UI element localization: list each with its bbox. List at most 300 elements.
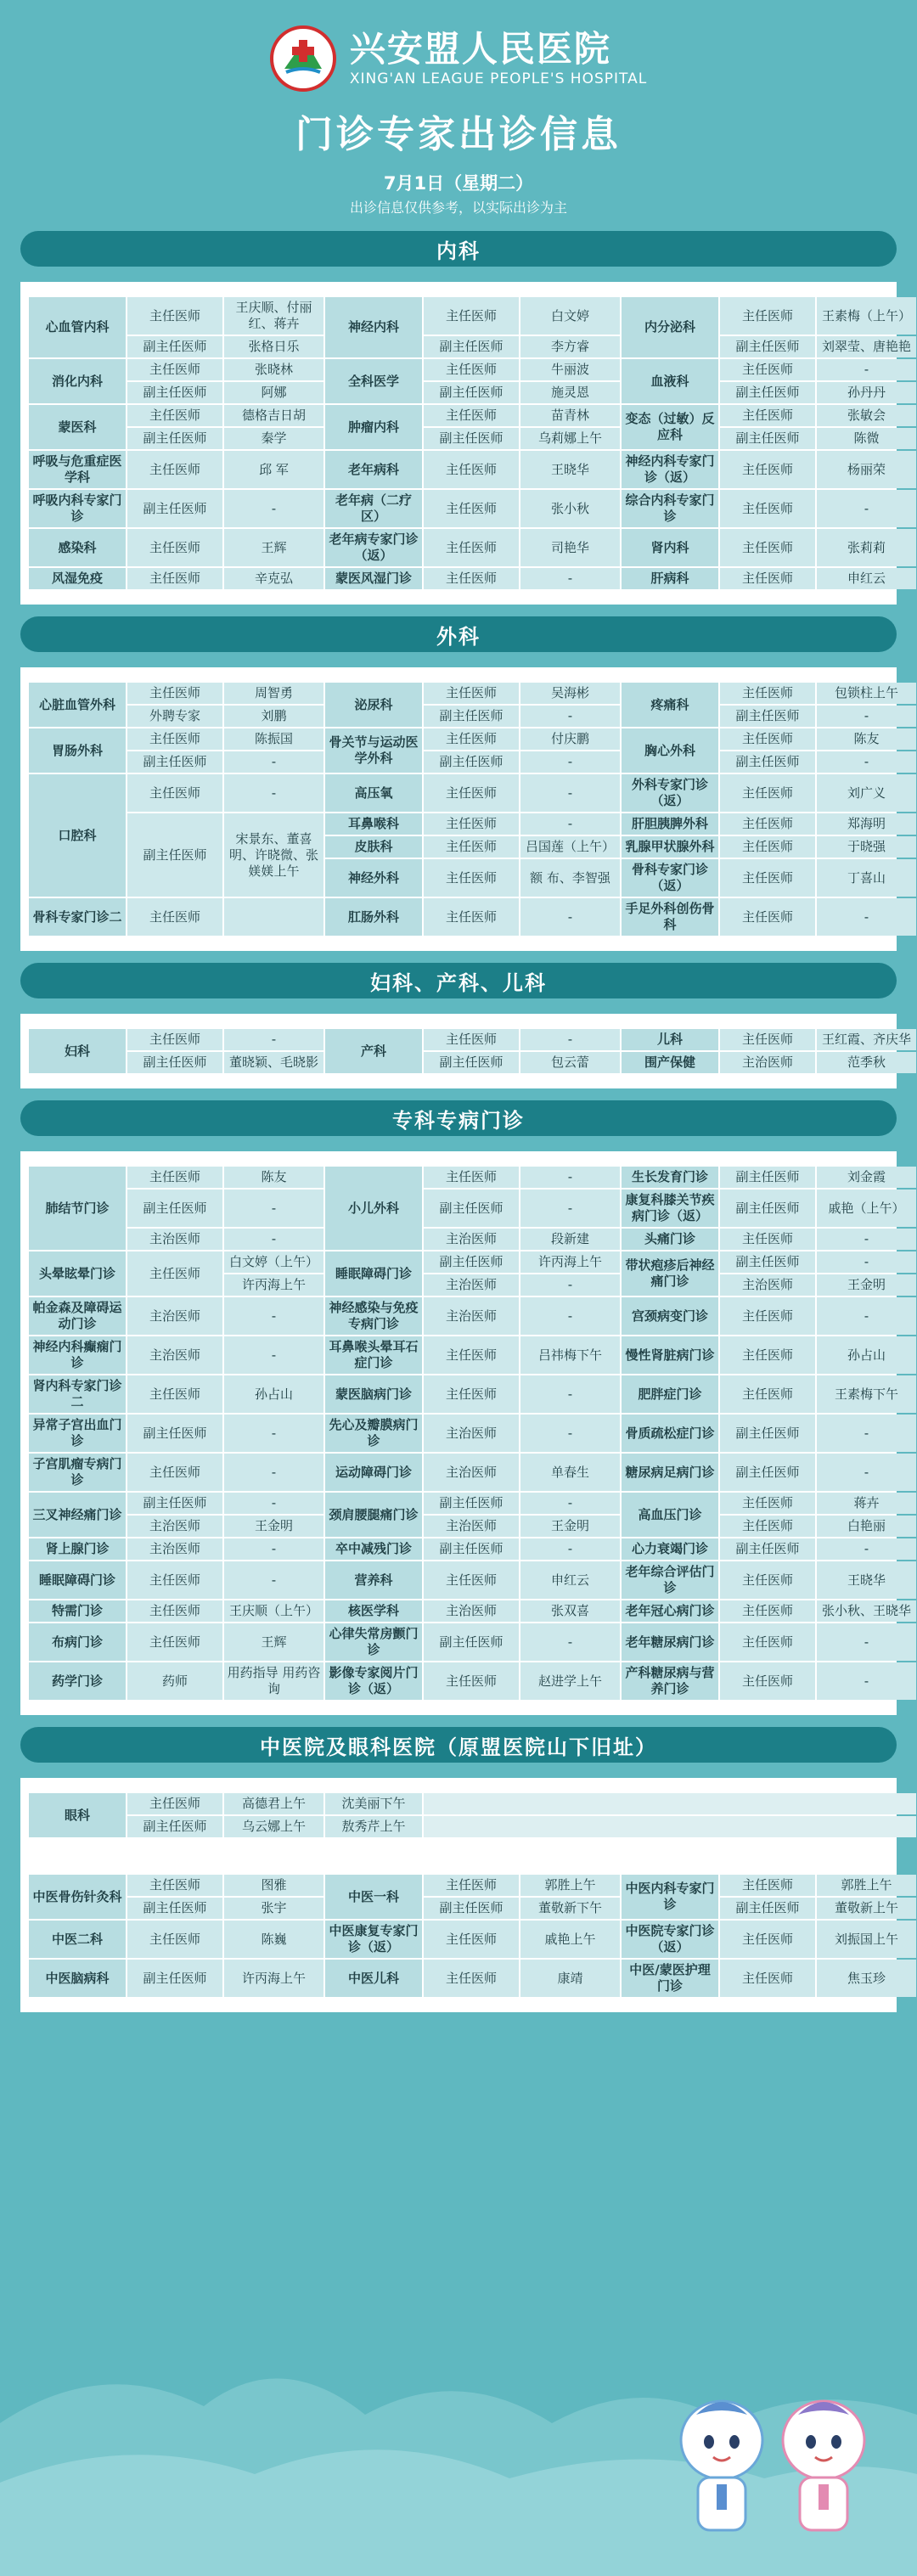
schedule-cell: 主治医师	[127, 1229, 222, 1250]
schedule-cell: 主任医师	[720, 1297, 815, 1335]
schedule-cell: -	[224, 490, 323, 527]
schedule-cell: 主任医师	[424, 898, 519, 936]
schedule-cell: 施灵恩	[520, 382, 620, 403]
schedule-cell: -	[817, 751, 916, 773]
schedule-cell	[224, 898, 323, 936]
department-cell: 营养科	[325, 1561, 422, 1599]
schedule-cell: 主任医师	[424, 405, 519, 426]
table-row	[29, 1454, 916, 1491]
schedule-cell: -	[224, 774, 323, 812]
schedule-cell: 王晓华	[817, 1561, 916, 1599]
schedule-cell: 于晓强	[817, 836, 916, 858]
department-cell: 高压氧	[325, 774, 422, 812]
schedule-cell: 图雅	[224, 1875, 323, 1896]
department-cell: 全科医学	[325, 359, 422, 403]
schedule-cell: 王金明	[520, 1516, 620, 1537]
department-cell: 颈肩腰腿痛门诊	[325, 1493, 422, 1537]
table-spacer	[27, 1839, 890, 1873]
schedule-cell: -	[520, 1274, 620, 1296]
schedule-cell: 陈巍	[224, 1921, 323, 1958]
department-cell: 肝病科	[622, 568, 718, 589]
schedule-cell: 主任医师	[720, 683, 815, 704]
table-row	[29, 728, 916, 750]
schedule-table	[27, 1027, 917, 1075]
schedule-cell: 主任医师	[720, 490, 815, 527]
table-row	[29, 1167, 916, 1188]
department-cell: 三叉神经痛门诊	[29, 1493, 126, 1537]
schedule-cell: 阿娜	[224, 382, 323, 403]
schedule-cell: 主任医师	[127, 1029, 222, 1050]
schedule-cell: 主治医师	[720, 1274, 815, 1296]
schedule-cell: 主任医师	[127, 774, 222, 812]
schedule-cell: 主任医师	[127, 451, 222, 488]
schedule-cell: 副主任医师	[424, 1898, 519, 1919]
table-row	[29, 1921, 916, 1958]
schedule-cell: 周智勇	[224, 683, 323, 704]
schedule-cell: 刘广义	[817, 774, 916, 812]
schedule-note: 出诊信息仅供参考，以实际出诊为主	[349, 200, 567, 216]
schedule-cell: 张宇	[224, 1898, 323, 1919]
department-cell: 小儿外科	[325, 1167, 422, 1250]
department-cell: 疼痛科	[622, 683, 718, 727]
department-cell: 糖尿病足病门诊	[622, 1454, 718, 1491]
schedule-cell: 主任医师	[127, 1921, 222, 1958]
department-cell: 异常子宫出血门诊	[29, 1415, 126, 1452]
table-row	[29, 1960, 916, 1997]
page-header	[0, 0, 917, 229]
schedule-cell: 主任医师	[720, 1662, 815, 1700]
schedule-cell: 陈微	[817, 428, 916, 449]
schedule-cell: 主任医师	[127, 405, 222, 426]
schedule-cell: 主任医师	[127, 529, 222, 566]
schedule-cell: 副主任医师	[127, 1415, 222, 1452]
schedule-cell: 副主任医师	[424, 706, 519, 727]
schedule-cell: 刘金霞	[817, 1167, 916, 1188]
schedule-cell: 司艳华	[520, 529, 620, 566]
schedule-cell: 牛丽波	[520, 359, 620, 380]
department-cell: 老年病专家门诊（返）	[325, 529, 422, 566]
table-row	[29, 751, 916, 773]
schedule-cell: -	[520, 1297, 620, 1335]
schedule-cell: 申红云	[817, 568, 916, 589]
schedule-cell: -	[520, 813, 620, 835]
schedule-cell: 主任医师	[424, 568, 519, 589]
schedule-table	[27, 1873, 917, 1999]
schedule-cell: 董晓颖、毛晓影	[224, 1052, 323, 1073]
department-cell: 睡眠障碍门诊	[325, 1251, 422, 1296]
schedule-cell: -	[224, 1336, 323, 1374]
schedule-cell: 主任医师	[127, 1875, 222, 1896]
schedule-cell: 王庆顺（上午）	[224, 1600, 323, 1622]
schedule-cell: -	[224, 751, 323, 773]
department-cell: 肛肠外科	[325, 898, 422, 936]
department-cell: 老年病（二疗区）	[325, 490, 422, 527]
schedule-cell: 副主任医师	[127, 428, 222, 449]
schedule-cell: 主治医师	[424, 1274, 519, 1296]
schedule-cell: 主治医师	[424, 1229, 519, 1250]
department-cell: 中医内科专家门诊	[622, 1875, 718, 1919]
section-header: 专科专病门诊	[20, 1100, 897, 1136]
schedule-cell: 苗青林	[520, 405, 620, 426]
schedule-cell: 副主任医师	[720, 1167, 815, 1188]
department-cell: 血液科	[622, 359, 718, 403]
department-cell: 布病门诊	[29, 1623, 126, 1661]
schedule-cell: 张莉莉	[817, 529, 916, 566]
department-cell: 帕金森及障碍运动门诊	[29, 1297, 126, 1335]
section-panel	[20, 282, 911, 605]
schedule-cell: 副主任医师	[424, 1493, 519, 1514]
schedule-cell: -	[224, 1415, 323, 1452]
schedule-cell: 主治医师	[127, 1336, 222, 1374]
department-cell: 药学门诊	[29, 1662, 126, 1700]
schedule-cell: 刘鹏	[224, 706, 323, 727]
schedule-cell: 副主任医师	[720, 1251, 815, 1273]
table-row	[29, 1816, 916, 1837]
schedule-cell: 陈友	[817, 728, 916, 750]
schedule-cell: 主任医师	[720, 297, 815, 335]
schedule-cell: -	[817, 1454, 916, 1491]
schedule-cell: 焦玉珍	[817, 1960, 916, 1997]
table-row	[29, 774, 916, 812]
schedule-cell: 郭胜上午	[520, 1875, 620, 1896]
empty-cell	[424, 1793, 916, 1814]
schedule-cell: 副主任医师	[127, 336, 222, 357]
schedule-cell: 戚艳上午	[520, 1921, 620, 1958]
schedule-cell: -	[520, 1415, 620, 1452]
schedule-cell: 主任医师	[720, 1875, 815, 1896]
schedule-cell: 郑海明	[817, 813, 916, 835]
schedule-cell: 主任医师	[720, 898, 815, 936]
schedule-cell: -	[520, 1623, 620, 1661]
schedule-cell: 副主任医师	[424, 382, 519, 403]
table-row	[29, 490, 916, 527]
table-row	[29, 1516, 916, 1537]
schedule-cell: 副主任医师	[127, 813, 222, 897]
schedule-cell: 吕祎梅下午	[520, 1336, 620, 1374]
schedule-cell: 主任医师	[720, 1561, 815, 1599]
schedule-cell: 主任医师	[424, 859, 519, 897]
department-cell: 心血管内科	[29, 297, 126, 357]
department-cell: 骨关节与运动医学外科	[325, 728, 422, 773]
schedule-cell: 白文婷	[520, 297, 620, 335]
schedule-cell: 主任医师	[424, 451, 519, 488]
schedule-cell: 主任医师	[424, 1875, 519, 1896]
schedule-cell: 郭胜上午	[817, 1875, 916, 1896]
department-cell: 高血压门诊	[622, 1493, 718, 1537]
schedule-cell: 王素梅下午	[817, 1375, 916, 1413]
schedule-cell: 副主任医师	[720, 751, 815, 773]
department-cell: 带状疱疹后神经痛门诊	[622, 1251, 718, 1296]
schedule-table	[27, 295, 917, 591]
schedule-cell: 张双喜	[520, 1600, 620, 1622]
schedule-cell: -	[520, 568, 620, 589]
schedule-cell: 药师	[127, 1662, 222, 1700]
schedule-cell: -	[224, 1029, 323, 1050]
schedule-cell: 副主任医师	[720, 1454, 815, 1491]
department-cell: 耳鼻喉头晕耳石症门诊	[325, 1336, 422, 1374]
department-cell: 老年综合评估门诊	[622, 1561, 718, 1599]
schedule-cell: 蒋卉	[817, 1493, 916, 1514]
schedule-cell: 主任医师	[424, 1167, 519, 1188]
schedule-cell: 主任医师	[720, 1960, 815, 1997]
table-row	[29, 1875, 916, 1896]
table-row	[29, 1375, 916, 1413]
department-cell: 中医/蒙医护理门诊	[622, 1960, 718, 1997]
table-row	[29, 568, 916, 589]
department-cell: 骨质疏松症门诊	[622, 1415, 718, 1452]
department-cell: 老年糖尿病门诊	[622, 1623, 718, 1661]
section-panel	[20, 1778, 897, 2012]
department-cell: 皮肤科	[325, 836, 422, 858]
schedule-cell: 副主任医师	[424, 1623, 519, 1661]
schedule-cell: 主治医师	[720, 1052, 815, 1073]
schedule-cell: 白艳丽	[817, 1516, 916, 1537]
schedule-cell: 宋景东、董喜明、许晓微、张媄媄上午	[224, 813, 323, 897]
department-cell: 肾上腺门诊	[29, 1538, 126, 1560]
section-header: 外科	[20, 616, 897, 652]
schedule-cell: 主任医师	[127, 683, 222, 704]
department-cell: 妇科	[29, 1029, 126, 1073]
department-cell: 耳鼻喉科	[325, 813, 422, 835]
section-header: 妇科、产科、儿科	[20, 963, 897, 998]
department-cell: 风湿免疫	[29, 568, 126, 589]
department-cell: 胸心外科	[622, 728, 718, 773]
schedule-cell: -	[224, 1493, 323, 1514]
schedule-cell: 副主任医师	[127, 1052, 222, 1073]
schedule-cell: 副主任医师	[720, 1415, 815, 1452]
schedule-cell: 主任医师	[127, 568, 222, 589]
schedule-cell: 副主任医师	[720, 1898, 815, 1919]
department-cell: 神经感染与免疫专病门诊	[325, 1297, 422, 1335]
section-panel	[20, 1014, 911, 1088]
schedule-cell: 申红云	[520, 1561, 620, 1599]
schedule-cell: 辛克弘	[224, 568, 323, 589]
department-cell: 肥胖症门诊	[622, 1375, 718, 1413]
table-row	[29, 1793, 916, 1814]
department-cell: 中医院专家门诊（返）	[622, 1921, 718, 1958]
schedule-cell: -	[224, 1190, 323, 1227]
schedule-cell: 主任医师	[720, 529, 815, 566]
department-cell: 心律失常房颤门诊	[325, 1623, 422, 1661]
schedule-cell: 主治医师	[424, 1415, 519, 1452]
table-row	[29, 683, 916, 704]
department-cell: 产科	[325, 1029, 422, 1073]
schedule-cell: 董敬新下午	[520, 1898, 620, 1919]
table-row	[29, 382, 916, 403]
schedule-cell: 主任医师	[424, 1029, 519, 1050]
schedule-cell: 主任医师	[424, 359, 519, 380]
schedule-cell: 张晓林	[224, 359, 323, 380]
schedule-cell: 主任医师	[127, 1454, 222, 1491]
schedule-cell: 主任医师	[720, 568, 815, 589]
schedule-cell: 戚艳（上午）	[817, 1190, 916, 1227]
schedule-cell: 主任医师	[127, 1793, 222, 1814]
schedule-cell: 邱 军	[224, 451, 323, 488]
schedule-cell: 副主任医师	[127, 751, 222, 773]
schedule-cell: 主任医师	[720, 405, 815, 426]
schedule-cell: 副主任医师	[127, 1960, 222, 1997]
department-cell: 头痛门诊	[622, 1229, 718, 1250]
schedule-cell: 主任医师	[127, 297, 222, 335]
department-cell: 呼吸与危重症医学科	[29, 451, 126, 488]
schedule-cell: 孙占山	[224, 1375, 323, 1413]
department-cell: 骨科专家门诊二	[29, 898, 126, 936]
schedule-cell: 主任医师	[424, 813, 519, 835]
table-row	[29, 359, 916, 380]
schedule-cell: 康靖	[520, 1960, 620, 1997]
department-cell: 中医二科	[29, 1921, 126, 1958]
schedule-cell: -	[817, 1229, 916, 1250]
schedule-cell: 主任医师	[424, 1921, 519, 1958]
schedule-cell: 主治医师	[424, 1600, 519, 1622]
schedule-cell: 许丙海上午	[224, 1960, 323, 1997]
schedule-cell: 王晓华	[520, 451, 620, 488]
schedule-cell: 主任医师	[720, 1336, 815, 1374]
department-cell: 蒙医风湿门诊	[325, 568, 422, 589]
department-cell: 睡眠障碍门诊	[29, 1561, 126, 1599]
schedule-cell: 主任医师	[720, 451, 815, 488]
department-cell: 肺结节门诊	[29, 1167, 126, 1250]
schedule-cell: 包云蕾	[520, 1052, 620, 1073]
schedule-cell: 主治医师	[127, 1516, 222, 1537]
schedule-cell: 孙丹丹	[817, 382, 916, 403]
department-cell: 中医脑病科	[29, 1960, 126, 1997]
mascot-illustration	[662, 2389, 883, 2542]
schedule-cell: 副主任医师	[720, 336, 815, 357]
table-row	[29, 1415, 916, 1452]
department-cell: 卒中减残门诊	[325, 1538, 422, 1560]
schedule-cell: -	[817, 490, 916, 527]
schedule-cell: 主任医师	[424, 529, 519, 566]
department-cell: 感染科	[29, 529, 126, 566]
schedule-cell: -	[520, 898, 620, 936]
schedule-table	[27, 1165, 917, 1701]
schedule-cell: 孙占山	[817, 1336, 916, 1374]
schedule-cell: -	[520, 1375, 620, 1413]
schedule-cell: 主治医师	[127, 1297, 222, 1335]
schedule-cell: 包锁柱上午	[817, 683, 916, 704]
hospital-logo-row	[0, 25, 917, 92]
schedule-cell: 王金明	[817, 1274, 916, 1296]
department-cell: 慢性肾脏病门诊	[622, 1336, 718, 1374]
department-cell: 综合内科专家门诊	[622, 490, 718, 527]
schedule-cell: -	[520, 751, 620, 773]
section-header: 中医院及眼科医院（原盟医院山下旧址）	[20, 1727, 897, 1763]
table-row	[29, 1898, 916, 1919]
department-cell: 眼科	[29, 1793, 126, 1837]
schedule-cell: 主任医师	[424, 1960, 519, 1997]
schedule-cell: -	[520, 1190, 620, 1227]
schedule-cell: 主治医师	[127, 1538, 222, 1560]
schedule-cell: 主任医师	[720, 1375, 815, 1413]
schedule-cell: 副主任医师	[720, 428, 815, 449]
schedule-cell: 副主任医师	[127, 1493, 222, 1514]
schedule-cell: 主任医师	[720, 728, 815, 750]
schedule-cell: 主任医师	[424, 836, 519, 858]
schedule-cell: 主任医师	[720, 813, 815, 835]
schedule-cell: 副主任医师	[424, 751, 519, 773]
department-cell: 肾内科专家门诊二	[29, 1375, 126, 1413]
schedule-cell: 乌莉娜上午	[520, 428, 620, 449]
schedule-cell: 主任医师	[720, 1921, 815, 1958]
schedule-cell: -	[520, 1538, 620, 1560]
section-panel	[20, 1151, 911, 1715]
schedule-cell: 乌云娜上午	[224, 1816, 323, 1837]
department-cell: 神经外科	[325, 859, 422, 897]
schedule-cell: 主任医师	[720, 1229, 815, 1250]
schedule-cell: 主任医师	[127, 359, 222, 380]
schedule-cell: 副主任医师	[720, 706, 815, 727]
schedule-cell: 董敬新上午	[817, 1898, 916, 1919]
schedule-cell: 主任医师	[424, 683, 519, 704]
schedule-cell: 许丙海上午	[520, 1251, 620, 1273]
table-row	[29, 813, 916, 835]
schedule-cell: 主任医师	[127, 1251, 222, 1296]
department-cell: 消化内科	[29, 359, 126, 403]
table-row	[29, 1190, 916, 1227]
schedule-cell: 刘翠莹、唐艳艳	[817, 336, 916, 357]
department-cell: 运动障碍门诊	[325, 1454, 422, 1491]
department-cell: 产科糖尿病与营养门诊	[622, 1662, 718, 1700]
department-cell: 康复科膝关节疾病门诊（返）	[622, 1190, 718, 1227]
department-cell: 肝胆胰脾外科	[622, 813, 718, 835]
hospital-name-en: XING'AN LEAGUE PEOPLE'S HOSPITAL	[349, 70, 648, 87]
schedule-cell: -	[520, 1029, 620, 1050]
schedule-cell: 主任医师	[720, 1623, 815, 1661]
schedule-cell: -	[817, 1623, 916, 1661]
schedule-cell: 主任医师	[720, 1493, 815, 1514]
schedule-cell: -	[224, 1454, 323, 1491]
schedule-cell: -	[224, 1229, 323, 1250]
section-header: 内科	[20, 231, 897, 267]
schedule-cell: 吴海彬	[520, 683, 620, 704]
schedule-cell: 张格日乐	[224, 336, 323, 357]
department-cell: 神经内科	[325, 297, 422, 357]
table-row	[29, 1561, 916, 1599]
department-cell: 中医一科	[325, 1875, 422, 1919]
schedule-cell: 副主任医师	[127, 1190, 222, 1227]
department-cell: 心力衰竭门诊	[622, 1538, 718, 1560]
department-cell: 外科专家门诊（返）	[622, 774, 718, 812]
department-cell: 内分泌科	[622, 297, 718, 357]
schedule-cell: 段新建	[520, 1229, 620, 1250]
schedule-cell: 陈友	[224, 1167, 323, 1188]
table-row	[29, 428, 916, 449]
schedule-cell: 副主任医师	[127, 1898, 222, 1919]
schedule-table	[27, 681, 917, 937]
schedule-cell: 主任医师	[720, 859, 815, 897]
schedule-cell: 沈美丽下午	[325, 1793, 422, 1814]
department-cell: 神经内科癫痫门诊	[29, 1336, 126, 1374]
empty-cell	[424, 1816, 916, 1837]
department-cell: 骨科专家门诊（返）	[622, 859, 718, 897]
schedule-cell: 主任医师	[424, 728, 519, 750]
department-cell: 生长发育门诊	[622, 1167, 718, 1188]
department-cell: 子宫肌瘤专病门诊	[29, 1454, 126, 1491]
schedule-cell: -	[224, 1538, 323, 1560]
department-cell: 头晕眩晕门诊	[29, 1251, 126, 1296]
schedule-cell: 张敏会	[817, 405, 916, 426]
schedule-cell: -	[817, 1297, 916, 1335]
table-row	[29, 1336, 916, 1374]
table-row	[29, 529, 916, 566]
department-cell: 肿瘤内科	[325, 405, 422, 449]
schedule-cell: -	[520, 774, 620, 812]
schedule-cell: 用药指导 用药咨询	[224, 1662, 323, 1700]
schedule-cell: 陈振国	[224, 728, 323, 750]
schedule-cell: 主任医师	[127, 1167, 222, 1188]
table-row	[29, 1662, 916, 1700]
